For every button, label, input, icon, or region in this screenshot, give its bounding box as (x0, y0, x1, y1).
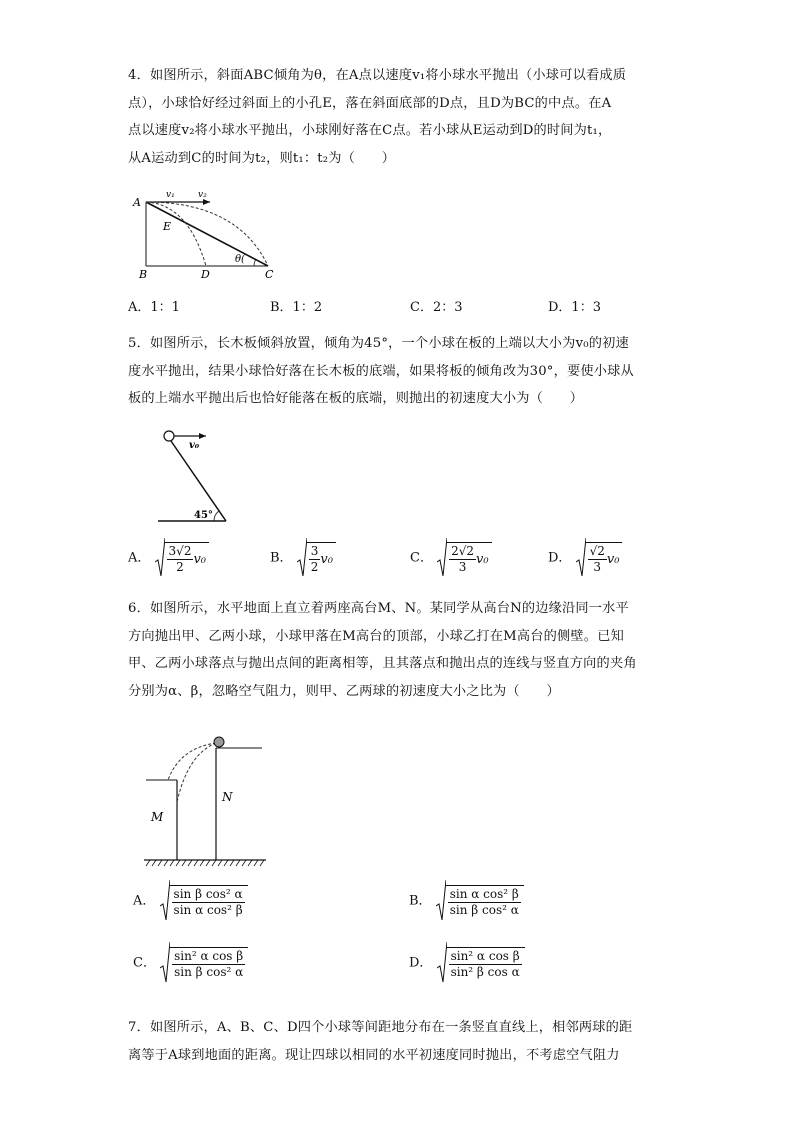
question-5 (128, 330, 668, 413)
q5-option-d-label: D． (548, 550, 572, 566)
q5-line2: 度水平抛出，结果小球恰好落在长木板的底端，如果将板的倾角改为30°，要使小球从 (128, 363, 634, 379)
q6-line4: 分别为α、β，忽略空气阻力，则甲、乙两球的初速度大小之比为（ ） (128, 683, 560, 699)
q5-label-angle: 45° (194, 510, 213, 521)
q4-label-theta: θ( (235, 254, 245, 265)
q6-option-c-radical (160, 942, 248, 984)
q4-label-E: E (163, 220, 172, 233)
q6-ground-hatch (146, 860, 264, 866)
q6-option-d[interactable] (409, 942, 525, 984)
q5-board (171, 441, 226, 521)
q5-option-c-den: 3 (458, 559, 467, 574)
question-7 (128, 1014, 668, 1069)
q6-option-b-num: sin α cos² β (449, 886, 519, 901)
radical-icon (437, 538, 447, 578)
q5-option-c-num: 2√2 (451, 543, 475, 558)
q6-label-M: M (151, 810, 164, 824)
q6-trajectory-jia (168, 743, 216, 780)
q5-option-a[interactable] (128, 538, 209, 578)
q5-option-b-den: 2 (310, 559, 319, 574)
q7-line2: 离等于A球到地面的距离。现让四球以相同的水平初速度同时抛出，不考虑空气阻力 (128, 1047, 620, 1063)
q4-label-v1: v₁ (166, 190, 175, 200)
q4-line3: 点以速度v₂将小球水平抛出，小球刚好落在C点。若小球从E运动到D的时间为t₁， (128, 123, 612, 138)
q6-option-c-den: sin β cos² α (174, 964, 244, 979)
q6-option-a-num: sin β cos² α (173, 886, 243, 901)
q4-label-D: D (201, 268, 210, 281)
q6-option-b[interactable] (409, 880, 524, 922)
q5-ball (164, 431, 174, 441)
q5-option-b-v: v₀ (320, 551, 333, 567)
q5-option-d-v: v₀ (606, 551, 620, 567)
radical-icon (576, 538, 586, 578)
q6-line3: 甲、乙两小球落点与抛出点间的距离相等，且其落点和抛出点的连线与竖直方向的夹角 (128, 656, 637, 671)
q5-line3: 板的上端水平抛出后也恰好能落在板的底端，则抛出的初速度大小为（ ） (128, 391, 584, 406)
q7-line1: 7．如图所示，A、B、C、D四个小球等间距地分布在一条竖直直线上，相邻两球的距 (128, 1020, 633, 1035)
q6-option-c-num: sin² α cos β (174, 948, 244, 963)
q4-trajectory-D (146, 202, 206, 266)
radical-icon (160, 880, 170, 922)
q6-line1: 6．如图所示，水平地面上直立着两座高台M、N。某同学从高台N的边缘沿同一水平 (128, 601, 629, 616)
q5-option-a-radical (155, 538, 209, 578)
q4-label-C: C (265, 268, 274, 281)
q5-label-v0: v₀ (189, 440, 200, 451)
q4-label-v2: v₂ (198, 190, 207, 200)
q6-option-b-den: sin β cos² α (449, 902, 519, 917)
q6-option-b-radical (436, 880, 524, 922)
q4-option-d[interactable]: D．1：3 (548, 300, 601, 315)
q6-option-a-radical (160, 880, 248, 922)
radical-icon (155, 538, 165, 578)
q6-option-a[interactable] (133, 880, 248, 922)
q4-label-B: B (139, 268, 148, 281)
q5-option-d[interactable] (548, 538, 622, 578)
q6-option-c[interactable] (133, 942, 248, 984)
q6-option-a-label: A． (133, 893, 156, 909)
q6-label-N: N (222, 790, 233, 804)
q5-line1: 5．如图所示，长木板倾斜放置，倾角为45°，一个小球在板的上端以大小为v₀的初速 (128, 336, 629, 351)
q6-trajectory-yi (177, 743, 216, 802)
q6-option-d-label: D． (409, 955, 433, 971)
radical-icon (437, 942, 447, 984)
q5-option-b-num: 3 (310, 543, 319, 558)
q6-figure (140, 730, 270, 870)
q6-option-d-den: sin² β cos α (450, 964, 520, 979)
q4-option-b[interactable]: B．1：2 (270, 300, 323, 315)
q6-option-b-label: B． (409, 893, 432, 909)
q4-line1: 4．如图所示，斜面ABC倾角为θ，在A点以速度v₁将小球水平抛出（小球可以看成质 (128, 68, 627, 83)
q6-line2: 方向抛出甲、乙两小球，小球甲落在M高台的顶部，小球乙打在M高台的侧壁。已知 (128, 628, 624, 644)
question-4 (128, 62, 668, 172)
q5-option-b-radical (297, 538, 336, 578)
q5-option-d-num: √2 (589, 543, 605, 558)
q5-option-c-v: v₀ (476, 551, 489, 567)
q4-angle-arc (254, 259, 256, 266)
q5-option-c-label: C． (410, 550, 433, 566)
q4-option-a[interactable]: A．1：1 (128, 300, 180, 315)
radical-icon (297, 538, 307, 578)
q4-line4: 从A运动到C的时间为t₂，则t₁：t₂为（ ） (128, 150, 396, 166)
radical-icon (436, 880, 446, 922)
q4-label-A: A (133, 196, 141, 209)
q4-line2: 点），小球恰好经过斜面上的小孔E，落在斜面底部的D点，且D为BC的中点。在A (128, 95, 612, 111)
q5-option-c[interactable] (410, 538, 492, 578)
q6-option-a-den: sin α cos² β (173, 902, 243, 917)
q5-option-c-radical (437, 538, 491, 578)
q5-angle-arc (214, 511, 219, 521)
q5-option-a-label: A． (128, 550, 151, 566)
q5-option-a-num: 3√2 (168, 543, 192, 558)
q5-option-d-radical (576, 538, 623, 578)
q5-option-a-den: 2 (176, 559, 184, 574)
q6-ball (214, 737, 224, 747)
q6-option-c-label: C． (133, 955, 156, 971)
q6-option-d-radical (437, 942, 525, 984)
q5-option-b-label: B． (270, 550, 293, 566)
q4-option-c[interactable]: C．2：3 (410, 300, 463, 315)
q6-option-d-num: sin² α cos β (450, 948, 520, 963)
q5-option-a-v: v₀ (193, 551, 207, 567)
q5-arrowhead (199, 433, 206, 439)
q5-figure (158, 426, 238, 526)
radical-icon (160, 942, 170, 984)
q5-option-d-den: 3 (593, 559, 602, 574)
question-6 (128, 595, 668, 705)
q5-option-b[interactable] (270, 538, 336, 578)
q4-figure (128, 186, 288, 286)
